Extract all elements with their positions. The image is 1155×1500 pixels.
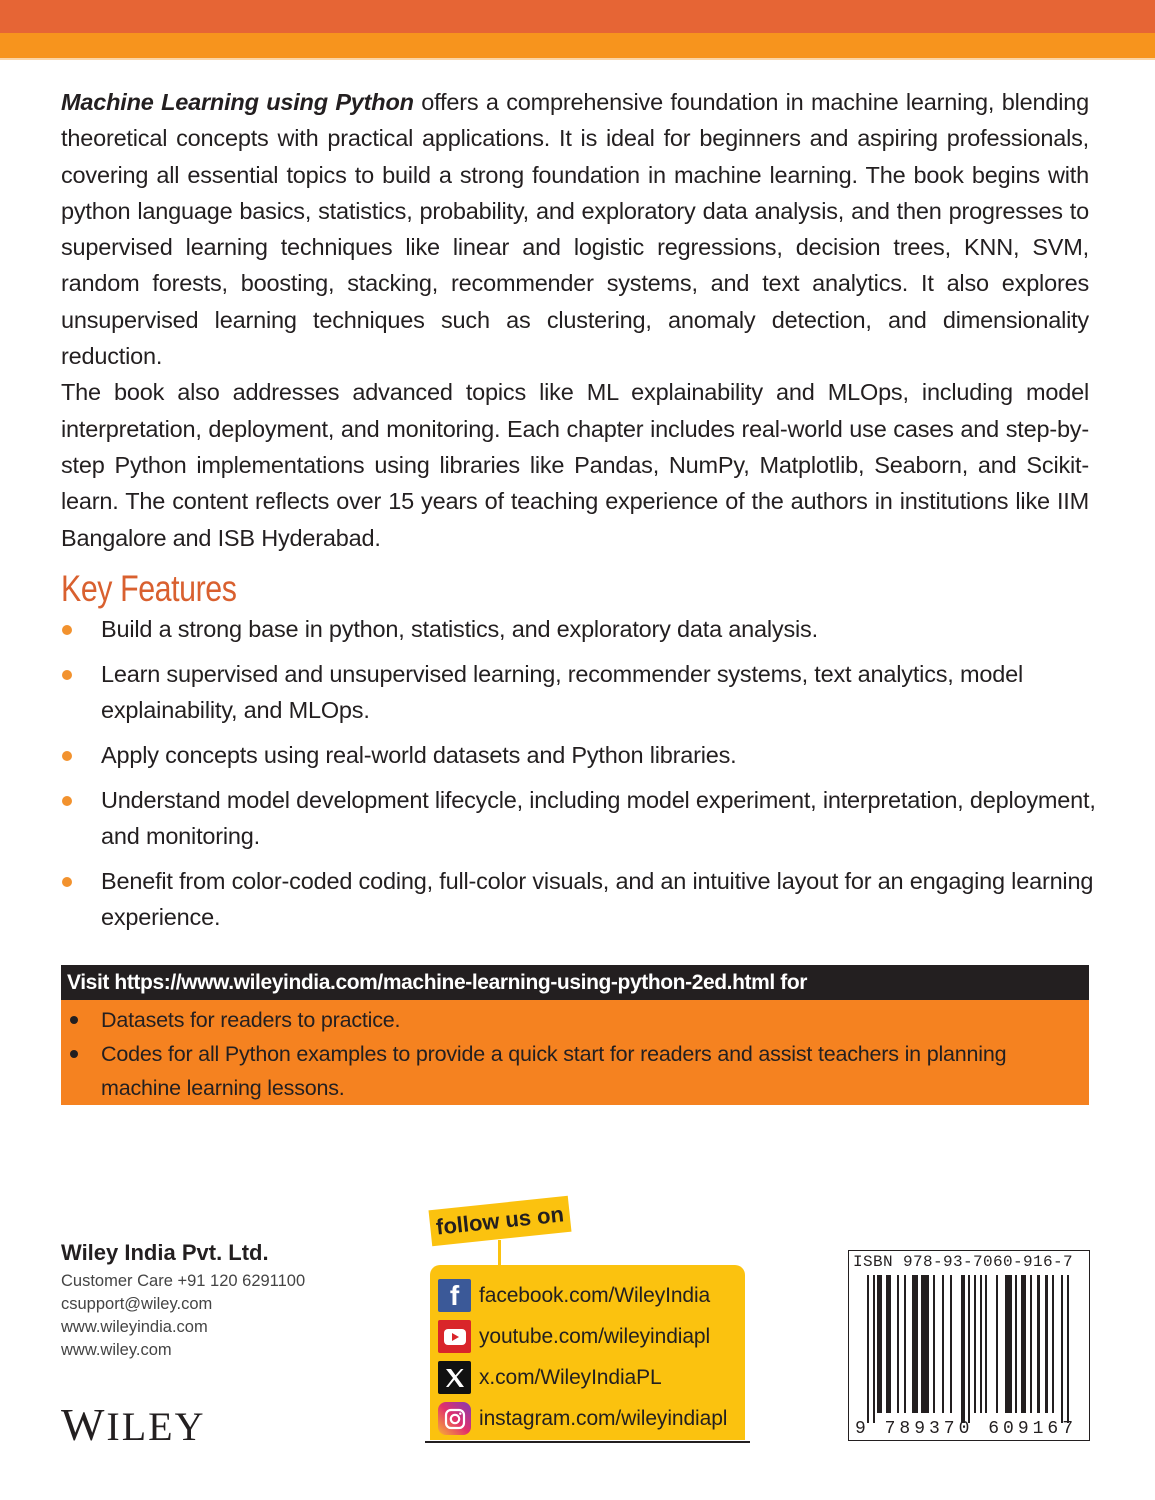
instagram-icon — [438, 1402, 471, 1435]
key-features-heading: Key Features — [61, 568, 237, 609]
book-title: Machine Learning using Python — [61, 89, 414, 115]
facebook-icon: f — [438, 1279, 471, 1312]
resource-text: Codes for all Python examples to provide a quick start for readers and assist teachers in planning machine learning lessons. — [101, 1042, 1007, 1100]
key-feature-text: Benefit from color-coded coding, full-color visuals, and an intuitive layout for an engaging learning experience. — [101, 868, 1094, 930]
social-link-youtube[interactable] — [438, 1316, 745, 1357]
header-band-bottom — [0, 33, 1155, 60]
publisher-info — [61, 1240, 305, 1362]
key-feature-text: Understand model development lifecycle, including model experiment, interpretation, deployment, and monitoring. — [101, 787, 1096, 849]
header-band-top — [0, 0, 1155, 33]
support-email[interactable]: csupport@wiley.com — [61, 1295, 213, 1313]
resource-item — [61, 1037, 1089, 1105]
key-feature-item — [61, 782, 1101, 854]
x-icon — [438, 1361, 471, 1394]
key-feature-item — [61, 656, 1101, 728]
customer-care: Customer Care +91 120 6291100 — [61, 1272, 306, 1290]
bullet-icon — [62, 625, 72, 635]
wiley-logo-initial: W — [61, 1399, 107, 1450]
wiley-logo-rest: ILEY — [106, 1404, 206, 1449]
bullet-icon — [62, 796, 72, 806]
publisher-name: Wiley India Pvt. Ltd. — [61, 1240, 269, 1265]
resource-text: Datasets for readers to practice. — [101, 1008, 401, 1032]
key-features-list — [61, 611, 1101, 944]
key-feature-text: Apply concepts using real-world datasets and Python libraries. — [101, 742, 737, 768]
description-paragraph-1-text: offers a comprehensive foundation in machine learning, blending theoretical concepts with practical applications. It is ideal for beginners and aspiring professionals, covering all essential topics to build a strong foundation in machine learning. The book begins with python language basics, statistics, probability, and exploratory data analysis, and then progresses to supervised learning techniques like linear and logistic regressions, decision trees, KNN, SVM, random forests, boosting, stacking, recommender systems, and text analytics. It also explores unsupervised learning techniques such as clustering, anomaly detection, and dimensionality reduction. — [61, 89, 1089, 370]
resources-box — [61, 965, 1089, 1105]
social-link-text: instagram.com/wileyindiapl — [479, 1406, 728, 1430]
book-description — [61, 84, 1089, 556]
social-link-x[interactable] — [438, 1357, 745, 1398]
follow-tag-stem — [498, 1240, 501, 1267]
website-global[interactable]: www.wiley.com — [61, 1341, 172, 1359]
key-feature-item — [61, 737, 1101, 773]
social-link-facebook[interactable] — [438, 1275, 745, 1316]
description-paragraph-2: The book also addresses advanced topics like ML explainability and MLOps, including model interpretation, deployment, and monitoring. Each chapter includes real-world use cases and step-by-step Python implementations using libraries like Pandas, NumPy, Matplotlib, Seaborn, and Scikit-learn. The content reflects over 15 years of teaching experience of the authors in institutions like IIM Bangalore and ISB Hyderabad. — [61, 379, 1089, 551]
isbn-barcode — [848, 1250, 1090, 1441]
bullet-icon — [70, 1016, 78, 1024]
social-link-instagram[interactable] — [438, 1398, 745, 1439]
social-link-text: youtube.com/wileyindiapl — [479, 1324, 711, 1348]
follow-us-tag: follow us on — [429, 1196, 572, 1246]
key-feature-item — [61, 611, 1101, 647]
social-link-text: facebook.com/WileyIndia — [479, 1283, 711, 1307]
bullet-icon — [62, 670, 72, 680]
social-link-text: x.com/WileyIndiaPL — [479, 1365, 662, 1389]
barcode-bars-icon — [867, 1275, 1077, 1423]
bullet-icon — [70, 1050, 78, 1058]
description-paragraph-1 — [61, 84, 1089, 374]
wiley-logo — [61, 1398, 206, 1451]
resources-url-heading[interactable]: Visit https://www.wileyindia.com/machine-learning-using-python-2ed.html for — [61, 965, 1089, 1000]
resources-list — [61, 1000, 1089, 1105]
bullet-icon — [62, 751, 72, 761]
website-india[interactable]: www.wileyindia.com — [61, 1318, 208, 1336]
key-feature-text: Build a strong base in python, statistics, and exploratory data analysis. — [101, 616, 818, 642]
bullet-icon — [62, 877, 72, 887]
youtube-icon — [438, 1320, 471, 1353]
isbn-label: ISBN 978-93-7060-916-7 — [853, 1253, 1074, 1271]
key-feature-item — [61, 863, 1101, 935]
isbn-digits: 9 789370 609167 — [855, 1419, 1078, 1439]
social-links-box — [430, 1265, 745, 1440]
social-box-underline — [425, 1441, 750, 1443]
resource-item — [61, 1003, 1089, 1037]
key-feature-text: Learn supervised and unsupervised learning, recommender systems, text analytics, model explainability, and MLOps. — [101, 661, 1023, 723]
